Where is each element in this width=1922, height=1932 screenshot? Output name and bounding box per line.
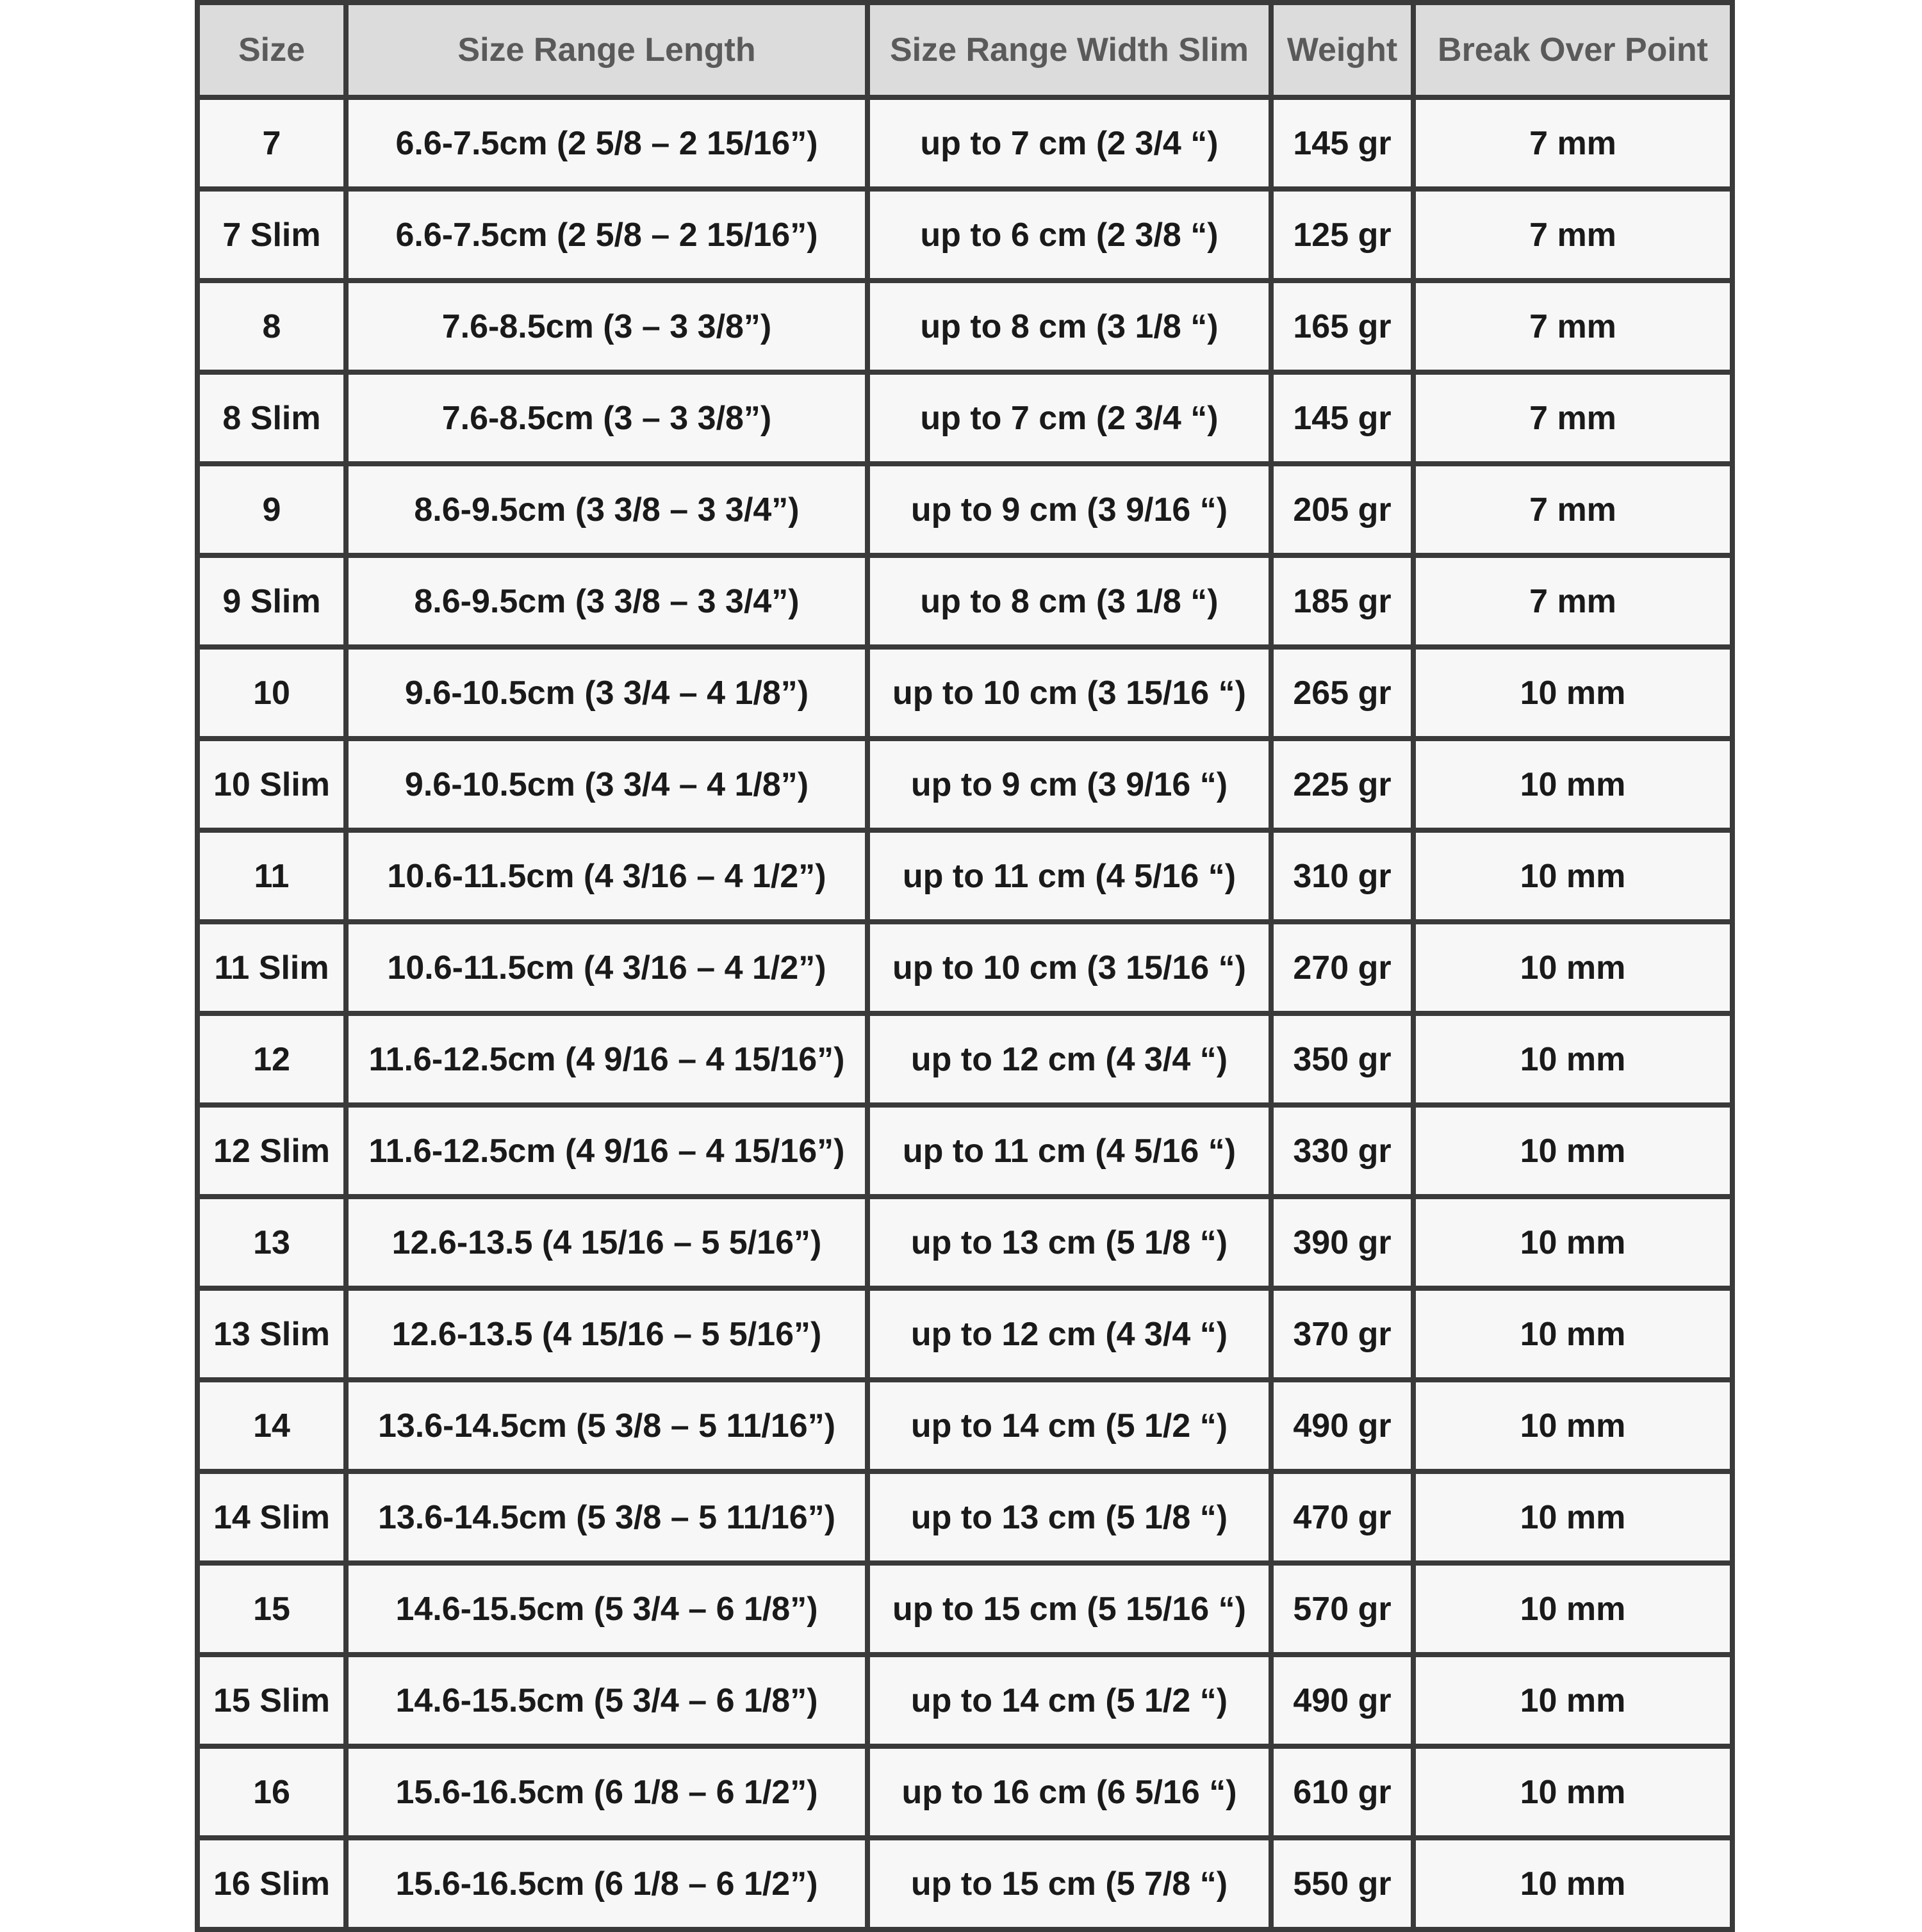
size-chart-table: [195, 0, 1735, 1932]
size-cell: 10: [197, 647, 346, 739]
weight-cell: 225 gr: [1271, 739, 1413, 830]
break-over-point-cell: 10 mm: [1413, 1563, 1732, 1655]
width-slim-cell: up to 10 cm (3 15/16 “): [867, 647, 1271, 739]
break-over-point-cell: 10 mm: [1413, 922, 1732, 1013]
break-over-point-cell: 10 mm: [1413, 1746, 1732, 1838]
size-cell: 13 Slim: [197, 1288, 346, 1380]
width-slim-cell: up to 8 cm (3 1/8 “): [867, 281, 1271, 372]
size-cell: 8 Slim: [197, 372, 346, 464]
size-cell: 15: [197, 1563, 346, 1655]
length-range-cell: 10.6-11.5cm (4 3/16 – 4 1/2”): [346, 830, 867, 922]
break-over-point-cell: 7 mm: [1413, 189, 1732, 281]
weight-cell: 550 gr: [1271, 1838, 1413, 1929]
size-cell: 14: [197, 1380, 346, 1471]
column-header-size: Size: [197, 3, 346, 97]
size-cell: 13: [197, 1197, 346, 1288]
weight-cell: 570 gr: [1271, 1563, 1413, 1655]
length-range-cell: 11.6-12.5cm (4 9/16 – 4 15/16”): [346, 1013, 867, 1105]
table-row: [197, 189, 1732, 281]
break-over-point-cell: 10 mm: [1413, 739, 1732, 830]
width-slim-cell: up to 13 cm (5 1/8 “): [867, 1197, 1271, 1288]
length-range-cell: 14.6-15.5cm (5 3/4 – 6 1/8”): [346, 1563, 867, 1655]
length-range-cell: 8.6-9.5cm (3 3/8 – 3 3/4”): [346, 464, 867, 555]
break-over-point-cell: 10 mm: [1413, 647, 1732, 739]
length-range-cell: 15.6-16.5cm (6 1/8 – 6 1/2”): [346, 1746, 867, 1838]
width-slim-cell: up to 13 cm (5 1/8 “): [867, 1471, 1271, 1563]
length-range-cell: 13.6-14.5cm (5 3/8 – 5 11/16”): [346, 1471, 867, 1563]
width-slim-cell: up to 11 cm (4 5/16 “): [867, 1105, 1271, 1197]
weight-cell: 330 gr: [1271, 1105, 1413, 1197]
table-body: [197, 97, 1732, 1929]
break-over-point-cell: 7 mm: [1413, 97, 1732, 189]
column-header-break-over-point: Break Over Point: [1413, 3, 1732, 97]
size-cell: 11 Slim: [197, 922, 346, 1013]
break-over-point-cell: 10 mm: [1413, 830, 1732, 922]
length-range-cell: 6.6-7.5cm (2 5/8 – 2 15/16”): [346, 97, 867, 189]
break-over-point-cell: 10 mm: [1413, 1013, 1732, 1105]
width-slim-cell: up to 6 cm (2 3/8 “): [867, 189, 1271, 281]
size-cell: 14 Slim: [197, 1471, 346, 1563]
table-row: [197, 1746, 1732, 1838]
width-slim-cell: up to 7 cm (2 3/4 “): [867, 97, 1271, 189]
table-row: [197, 1197, 1732, 1288]
length-range-cell: 11.6-12.5cm (4 9/16 – 4 15/16”): [346, 1105, 867, 1197]
table-row: [197, 922, 1732, 1013]
width-slim-cell: up to 12 cm (4 3/4 “): [867, 1288, 1271, 1380]
weight-cell: 145 gr: [1271, 97, 1413, 189]
size-cell: 16 Slim: [197, 1838, 346, 1929]
width-slim-cell: up to 10 cm (3 15/16 “): [867, 922, 1271, 1013]
table-row: [197, 1288, 1732, 1380]
weight-cell: 470 gr: [1271, 1471, 1413, 1563]
size-cell: 11: [197, 830, 346, 922]
table-row: [197, 1013, 1732, 1105]
weight-cell: 205 gr: [1271, 464, 1413, 555]
weight-cell: 310 gr: [1271, 830, 1413, 922]
weight-cell: 270 gr: [1271, 922, 1413, 1013]
length-range-cell: 12.6-13.5 (4 15/16 – 5 5/16”): [346, 1197, 867, 1288]
size-cell: 8: [197, 281, 346, 372]
table-row: [197, 1105, 1732, 1197]
length-range-cell: 14.6-15.5cm (5 3/4 – 6 1/8”): [346, 1655, 867, 1746]
weight-cell: 390 gr: [1271, 1197, 1413, 1288]
width-slim-cell: up to 14 cm (5 1/2 “): [867, 1655, 1271, 1746]
weight-cell: 125 gr: [1271, 189, 1413, 281]
size-cell: 9: [197, 464, 346, 555]
weight-cell: 610 gr: [1271, 1746, 1413, 1838]
column-header-size-range-width-slim: Size Range Width Slim: [867, 3, 1271, 97]
width-slim-cell: up to 14 cm (5 1/2 “): [867, 1380, 1271, 1471]
table-row: [197, 1380, 1732, 1471]
break-over-point-cell: 10 mm: [1413, 1288, 1732, 1380]
size-cell: 16: [197, 1746, 346, 1838]
size-cell: 7: [197, 97, 346, 189]
table-row: [197, 1655, 1732, 1746]
length-range-cell: 15.6-16.5cm (6 1/8 – 6 1/2”): [346, 1838, 867, 1929]
weight-cell: 165 gr: [1271, 281, 1413, 372]
table-row: [197, 97, 1732, 189]
table-row: [197, 281, 1732, 372]
weight-cell: 145 gr: [1271, 372, 1413, 464]
column-header-weight: Weight: [1271, 3, 1413, 97]
break-over-point-cell: 10 mm: [1413, 1380, 1732, 1471]
length-range-cell: 7.6-8.5cm (3 – 3 3/8”): [346, 372, 867, 464]
break-over-point-cell: 10 mm: [1413, 1197, 1732, 1288]
header-row: [197, 3, 1732, 97]
length-range-cell: 7.6-8.5cm (3 – 3 3/8”): [346, 281, 867, 372]
width-slim-cell: up to 7 cm (2 3/4 “): [867, 372, 1271, 464]
length-range-cell: 12.6-13.5 (4 15/16 – 5 5/16”): [346, 1288, 867, 1380]
weight-cell: 350 gr: [1271, 1013, 1413, 1105]
size-cell: 12: [197, 1013, 346, 1105]
table-row: [197, 555, 1732, 647]
column-header-size-range-length: Size Range Length: [346, 3, 867, 97]
break-over-point-cell: 10 mm: [1413, 1471, 1732, 1563]
table-row: [197, 372, 1732, 464]
break-over-point-cell: 10 mm: [1413, 1655, 1732, 1746]
break-over-point-cell: 10 mm: [1413, 1105, 1732, 1197]
weight-cell: 490 gr: [1271, 1380, 1413, 1471]
table-row: [197, 1838, 1732, 1929]
length-range-cell: 10.6-11.5cm (4 3/16 – 4 1/2”): [346, 922, 867, 1013]
break-over-point-cell: 7 mm: [1413, 464, 1732, 555]
table-row: [197, 1471, 1732, 1563]
table-row: [197, 647, 1732, 739]
width-slim-cell: up to 15 cm (5 15/16 “): [867, 1563, 1271, 1655]
width-slim-cell: up to 15 cm (5 7/8 “): [867, 1838, 1271, 1929]
width-slim-cell: up to 12 cm (4 3/4 “): [867, 1013, 1271, 1105]
size-cell: 12 Slim: [197, 1105, 346, 1197]
table-row: [197, 464, 1732, 555]
width-slim-cell: up to 9 cm (3 9/16 “): [867, 464, 1271, 555]
weight-cell: 370 gr: [1271, 1288, 1413, 1380]
length-range-cell: 9.6-10.5cm (3 3/4 – 4 1/8”): [346, 739, 867, 830]
weight-cell: 185 gr: [1271, 555, 1413, 647]
length-range-cell: 8.6-9.5cm (3 3/8 – 3 3/4”): [346, 555, 867, 647]
size-cell: 9 Slim: [197, 555, 346, 647]
length-range-cell: 9.6-10.5cm (3 3/4 – 4 1/8”): [346, 647, 867, 739]
width-slim-cell: up to 8 cm (3 1/8 “): [867, 555, 1271, 647]
length-range-cell: 13.6-14.5cm (5 3/8 – 5 11/16”): [346, 1380, 867, 1471]
table-row: [197, 739, 1732, 830]
table-row: [197, 830, 1732, 922]
weight-cell: 490 gr: [1271, 1655, 1413, 1746]
break-over-point-cell: 7 mm: [1413, 372, 1732, 464]
size-cell: 7 Slim: [197, 189, 346, 281]
table-row: [197, 1563, 1732, 1655]
break-over-point-cell: 7 mm: [1413, 281, 1732, 372]
break-over-point-cell: 10 mm: [1413, 1838, 1732, 1929]
width-slim-cell: up to 9 cm (3 9/16 “): [867, 739, 1271, 830]
width-slim-cell: up to 11 cm (4 5/16 “): [867, 830, 1271, 922]
size-cell: 15 Slim: [197, 1655, 346, 1746]
weight-cell: 265 gr: [1271, 647, 1413, 739]
length-range-cell: 6.6-7.5cm (2 5/8 – 2 15/16”): [346, 189, 867, 281]
break-over-point-cell: 7 mm: [1413, 555, 1732, 647]
width-slim-cell: up to 16 cm (6 5/16 “): [867, 1746, 1271, 1838]
size-cell: 10 Slim: [197, 739, 346, 830]
